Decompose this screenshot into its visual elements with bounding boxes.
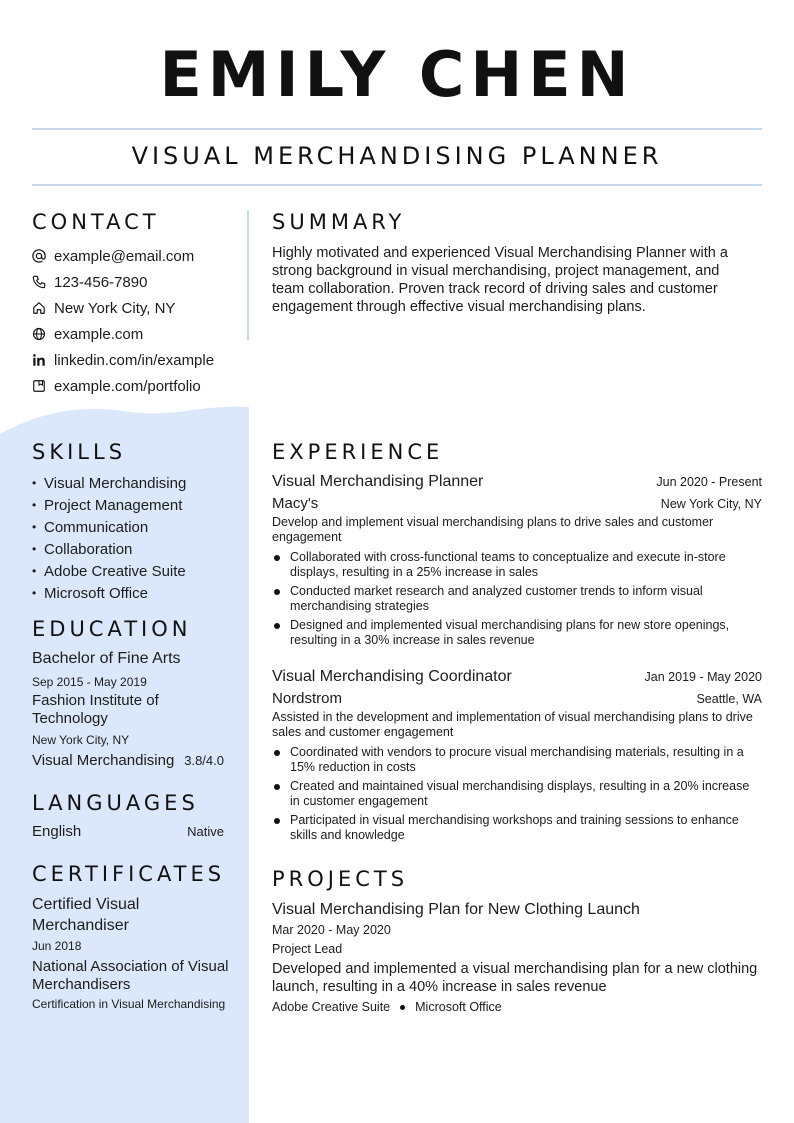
skill-label: Project Management xyxy=(44,496,183,514)
skill-item xyxy=(32,516,242,538)
experience-description: Assisted in the development and implementation of visual merchandising plans to drive sales and customer engagement xyxy=(272,710,753,739)
list-item xyxy=(272,745,762,775)
project-title: Visual Merchandising Plan for New Clothing Launch xyxy=(272,901,640,918)
candidate-name: EMILY CHEN xyxy=(159,38,635,111)
bullet-icon: • xyxy=(32,476,37,490)
summary-text: Highly motivated and experienced Visual Merchandising Planner with a strong background in visual merchandising, project management, and team collaboration. Proven track record of driving sales and customer engagement through effective visual merchandising plans. xyxy=(272,245,728,315)
contact-list xyxy=(32,243,242,399)
home-icon xyxy=(32,301,54,315)
contact-website-text: example.com xyxy=(54,325,144,343)
contact-linkedin-text: linkedin.com/in/example xyxy=(54,351,215,369)
list-item xyxy=(272,618,762,648)
bullet-icon: • xyxy=(32,498,37,512)
project-dates: Mar 2020 - May 2020 xyxy=(272,923,391,937)
skills-heading: SKILLS xyxy=(32,440,127,464)
bullet-text: Conducted market research and analyzed customer trends to inform visual merchandising strategies xyxy=(290,584,703,613)
experience-description: Develop and implement visual merchandising plans to drive sales and customer engagement xyxy=(272,515,714,544)
skill-item xyxy=(32,560,242,582)
skill-label: Visual Merchandising xyxy=(44,474,187,492)
phone-icon xyxy=(32,275,54,289)
experience-bullets xyxy=(272,745,762,843)
bullet-text: Coordinated with vendors to procure visual merchandising materials, resulting in a 15% reduction in costs xyxy=(290,745,744,774)
bullet-icon xyxy=(274,750,280,756)
education-location: New York City, NY xyxy=(32,733,130,747)
project-entry xyxy=(272,900,762,1014)
contact-location xyxy=(32,295,242,321)
column-divider xyxy=(247,210,249,340)
experience-title: Visual Merchandising Coordinator xyxy=(272,668,512,685)
project-tool: Adobe Creative Suite xyxy=(272,1000,391,1014)
contact-heading: CONTACT xyxy=(32,210,160,234)
projects-heading: PROJECTS xyxy=(272,867,409,891)
job-title: VISUAL MERCHANDISING PLANNER xyxy=(131,142,663,170)
skill-item xyxy=(32,582,242,604)
contact-portfolio[interactable] xyxy=(32,373,242,399)
experience-dates: Jan 2019 - May 2020 xyxy=(644,670,762,684)
skill-label: Microsoft Office xyxy=(44,584,148,602)
contact-phone-text: 123-456-7890 xyxy=(54,273,148,291)
bullet-icon: • xyxy=(32,542,37,556)
portfolio-icon xyxy=(32,379,54,393)
bullet-icon xyxy=(274,818,280,824)
list-item xyxy=(272,779,762,809)
certificate-date: Jun 2018 xyxy=(32,939,82,953)
experience-title: Visual Merchandising Planner xyxy=(272,473,484,490)
language-level: Native xyxy=(187,824,224,839)
skill-item xyxy=(32,494,242,516)
project-tool: Microsoft Office xyxy=(415,1000,502,1014)
bullet-icon xyxy=(274,623,280,629)
education-degree: Bachelor of Fine Arts xyxy=(32,650,181,667)
bullet-text: Participated in visual merchandising workshops and training sessions to enhance skills and knowledge xyxy=(290,813,739,842)
experience-company: Nordstrom xyxy=(272,690,343,707)
project-tools xyxy=(272,1000,762,1014)
certificates-heading: CERTIFICATES xyxy=(32,862,226,886)
experience-heading: EXPERIENCE xyxy=(272,440,444,464)
globe-icon xyxy=(32,327,54,341)
header-top-rule xyxy=(32,128,762,130)
skill-label: Adobe Creative Suite xyxy=(44,562,186,580)
bullet-text: Created and maintained visual merchandising displays, resulting in a 20% increase in customer engagement xyxy=(290,779,750,808)
contact-linkedin[interactable] xyxy=(32,347,242,373)
skills-list xyxy=(32,472,242,604)
experience-dates: Jun 2020 - Present xyxy=(656,475,762,489)
summary-heading: SUMMARY xyxy=(272,210,406,234)
skill-label: Collaboration xyxy=(44,540,133,558)
experience-entry xyxy=(272,473,762,652)
bullet-icon: • xyxy=(32,520,37,534)
certificate-entry xyxy=(32,894,232,1012)
experience-location: Seattle, WA xyxy=(696,692,762,706)
skill-item xyxy=(32,538,242,560)
skill-label: Communication xyxy=(44,518,149,536)
contact-website[interactable] xyxy=(32,321,242,347)
education-field: Visual Merchandising xyxy=(32,752,175,769)
education-heading: EDUCATION xyxy=(32,617,192,641)
experience-bullets xyxy=(272,550,762,648)
bullet-text: Collaborated with cross-functional teams to conceptualize and execute in-store displays, resulting in a 25% increase in sales xyxy=(290,550,726,579)
list-item xyxy=(272,550,762,580)
languages-heading: LANGUAGES xyxy=(32,791,199,815)
experience-company: Macy's xyxy=(272,495,319,512)
bullet-icon xyxy=(274,555,280,561)
education-gpa: 3.8/4.0 xyxy=(184,753,224,768)
language-item xyxy=(32,823,224,840)
list-item xyxy=(272,813,762,843)
education-dates: Sep 2015 - May 2019 xyxy=(32,675,147,689)
at-icon xyxy=(32,249,54,263)
bullet-icon xyxy=(274,589,280,595)
contact-portfolio-text: example.com/portfolio xyxy=(54,377,201,395)
certificate-title: Certified Visual Merchandiser xyxy=(32,896,140,934)
certificate-description: Certification in Visual Merchandising xyxy=(32,997,226,1011)
bullet-text: Designed and implemented visual merchandising plans for new store openings, resulting in a 30% increase in sales revenue xyxy=(290,618,730,647)
bullet-icon xyxy=(274,784,280,790)
contact-location-text: New York City, NY xyxy=(54,299,176,317)
certificate-org: National Association of Visual Merchandisers xyxy=(32,958,229,993)
bullet-icon: • xyxy=(32,586,37,600)
experience-location: New York City, NY xyxy=(660,497,762,511)
education-entry xyxy=(32,650,232,769)
contact-phone[interactable] xyxy=(32,269,242,295)
skill-item xyxy=(32,472,242,494)
bullet-icon: • xyxy=(32,564,37,578)
linkedin-icon xyxy=(32,353,54,367)
experience-entry xyxy=(272,668,762,847)
list-item xyxy=(272,584,762,614)
language-name: English xyxy=(32,823,82,840)
project-role: Project Lead xyxy=(272,942,343,956)
education-school: Fashion Institute of Technology xyxy=(32,692,159,727)
project-description: Developed and implemented a visual merchandising plan for a new clothing launch, resulting in a 40% increase in sales revenue xyxy=(272,961,758,995)
header-bottom-rule xyxy=(32,184,762,186)
separator-dot-icon xyxy=(400,1005,405,1010)
contact-email[interactable] xyxy=(32,243,242,269)
contact-email-text: example@email.com xyxy=(54,247,195,265)
